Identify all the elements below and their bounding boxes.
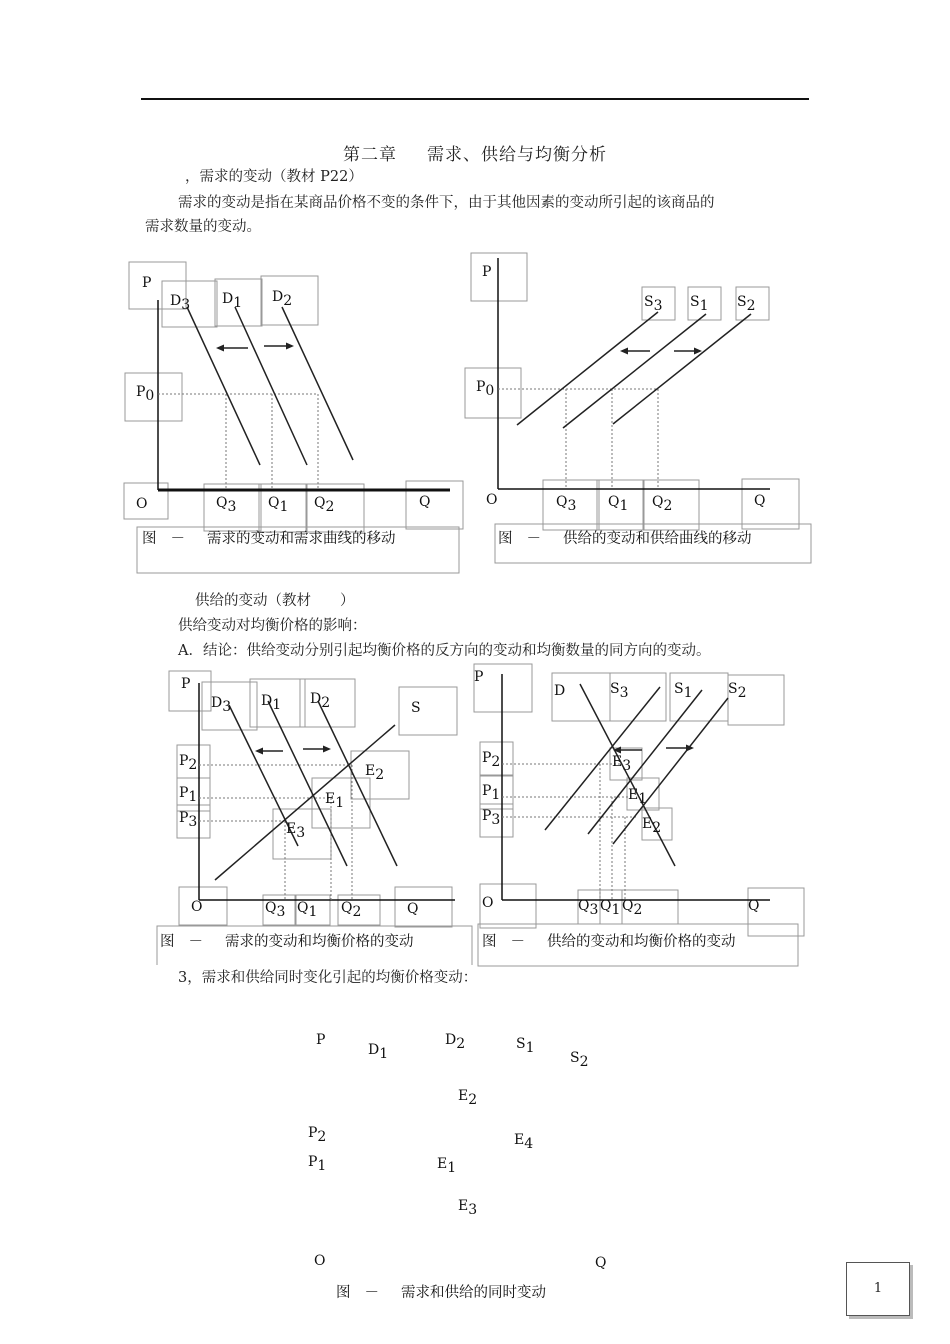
chapter-label: 第二章 (343, 145, 397, 165)
label-e2: E2 (365, 763, 385, 783)
label-q2: Q2 (652, 494, 673, 514)
section2-heading: 供给的变动（教材 ） (195, 593, 355, 609)
label-q: Q (419, 494, 431, 510)
label-q1: Q1 (608, 494, 629, 514)
label-s1: S1 (674, 681, 693, 701)
label-e2: E2 (642, 816, 662, 836)
label-d2: D2 (310, 691, 331, 711)
label-p2: P2 (179, 753, 198, 773)
figure-demand-shift (120, 255, 470, 580)
label-s2: S2 (737, 294, 756, 314)
label-s3: S3 (644, 294, 663, 314)
supply-curve-s2 (613, 314, 751, 424)
section2-subheading: 供给变动对均衡价格的影响： (178, 618, 367, 634)
arrow-right-icon (323, 746, 331, 753)
label-origin: O (486, 492, 498, 508)
arrow-left-icon (216, 345, 224, 352)
label-s1: S1 (690, 294, 709, 314)
demand-curve-d3 (187, 307, 260, 465)
label-e3: E3 (612, 754, 632, 774)
label-d: D (554, 683, 566, 699)
label-p2: P2 (308, 1125, 327, 1145)
demand-curve-d1 (268, 701, 347, 866)
label-p: P (482, 264, 492, 280)
label-q3: Q3 (578, 898, 599, 918)
arrow-left-icon (620, 348, 628, 355)
label-p3: P3 (179, 810, 198, 830)
label-d2: D2 (272, 289, 293, 309)
label-origin: O (191, 899, 203, 915)
arrow-left-icon (255, 748, 263, 755)
label-q3: Q3 (556, 494, 577, 514)
figure-demand-equilibrium (155, 665, 475, 965)
label-d1: D1 (222, 291, 243, 311)
section3-heading: 3，需求和供给同时变化引起的均衡价格变动： (178, 970, 478, 986)
chapter-title (0, 140, 950, 165)
label-e2: E2 (458, 1088, 478, 1108)
label-s2: S2 (728, 681, 747, 701)
arrow-right-icon (286, 343, 294, 350)
label-p1: P1 (482, 783, 501, 803)
label-s1: S1 (516, 1036, 535, 1056)
label-q: Q (754, 493, 766, 509)
section1-definition-line2: 需求数量的变动。 (145, 219, 261, 235)
supply-curve-s1 (588, 690, 702, 834)
figure4-caption: 图 － 供给的变动和均衡价格的变动 (482, 934, 736, 950)
demand-curve-d2 (318, 701, 397, 866)
label-d1: D1 (261, 693, 282, 713)
section1-heading: ，需求的变动（教材 P22） (185, 169, 363, 185)
label-q3: Q3 (265, 900, 286, 920)
label-q1: Q1 (268, 495, 289, 515)
label-origin: O (314, 1253, 326, 1269)
label-q2: Q2 (622, 898, 643, 918)
figure1-caption: 图 － 需求的变动和需求曲线的移动 (142, 531, 396, 547)
label-p: P (142, 275, 152, 291)
label-e3: E3 (286, 821, 306, 841)
label-p: P (316, 1032, 326, 1048)
label-d1: D1 (368, 1042, 389, 1062)
label-q: Q (407, 901, 419, 917)
label-q2: Q2 (314, 495, 335, 515)
label-d2: D2 (445, 1032, 466, 1052)
label-p2: P2 (482, 750, 501, 770)
label-p0: P0 (476, 379, 495, 399)
page-number: 1 (846, 1262, 910, 1316)
label-s3: S3 (610, 681, 629, 701)
label-e1: E1 (325, 791, 345, 811)
label-p1: P1 (308, 1154, 327, 1174)
chapter-name: 需求、供给与均衡分析 (427, 145, 607, 165)
header-rule (141, 98, 809, 100)
label-origin: O (482, 895, 494, 911)
label-p0: P0 (136, 384, 155, 404)
figure2-caption: 图 － 供给的变动和供给曲线的移动 (498, 531, 752, 547)
section1-definition-line1: 需求的变动是指在某商品价格不变的条件下，由于其他因素的变动所引起的该商品的 (178, 195, 715, 211)
label-q: Q (748, 898, 760, 914)
label-s2: S2 (570, 1050, 589, 1070)
label-q3: Q3 (216, 495, 237, 515)
label-p1: P1 (179, 785, 198, 805)
label-p: P (181, 676, 191, 692)
supply-curve-s3 (545, 687, 660, 830)
label-s: S (411, 700, 421, 716)
figure-supply-shift (460, 248, 820, 573)
label-p: P (474, 669, 484, 685)
label-q2: Q2 (341, 900, 362, 920)
label-d3: D3 (211, 695, 232, 715)
figure-supply-equilibrium (470, 662, 810, 967)
label-e1: E1 (628, 787, 648, 807)
demand-curve-d (580, 684, 675, 866)
label-e4: E4 (514, 1132, 534, 1152)
label-q1: Q1 (600, 898, 621, 918)
figure-simultaneous-change (300, 1020, 620, 1305)
label-p3: P3 (482, 808, 501, 828)
label-d3: D3 (170, 293, 191, 313)
label-q1: Q1 (297, 900, 318, 920)
label-e3: E3 (458, 1198, 478, 1218)
figure3-caption: 图 － 需求的变动和均衡价格的变动 (160, 934, 414, 950)
label-e1: E1 (437, 1156, 457, 1176)
label-q: Q (595, 1255, 607, 1271)
figure5-caption: 图 － 需求和供给的同时变动 (336, 1285, 546, 1301)
label-origin: O (136, 496, 148, 512)
section2-conclusion: A．结论：供给变动分别引起均衡价格的反方向的变动和均衡数量的同方向的变动。 (178, 643, 711, 659)
demand-curve-d2 (282, 307, 353, 460)
demand-curve-d1 (235, 307, 307, 465)
